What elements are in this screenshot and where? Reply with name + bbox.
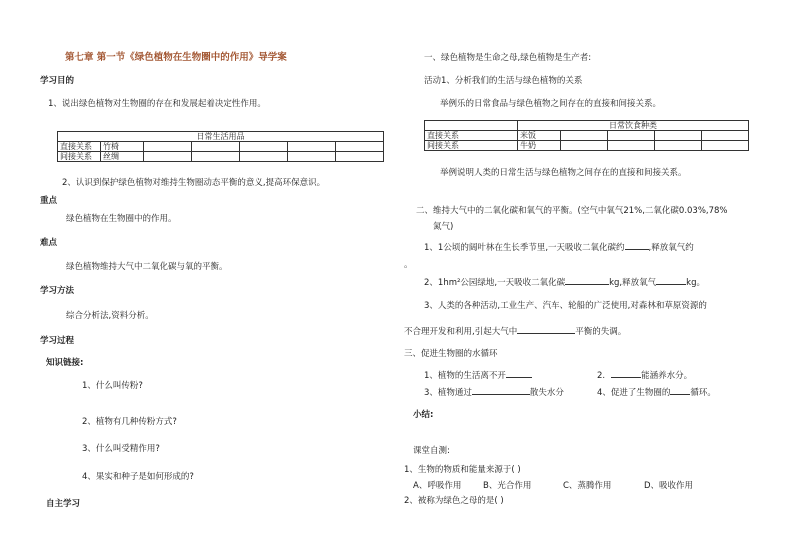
table-cell [561,141,608,151]
table-cell [702,131,749,141]
s2q1-text-a: 1、1公顷的阔叶林在生长季节里,一天吸收二氧化碳约 [424,243,625,253]
method-heading: 学习方法 [40,286,75,296]
table-cell [655,131,702,141]
table-cell [702,141,749,151]
table-cell [425,121,518,131]
key-heading: 重点 [40,196,58,206]
blank-co2-absorbed[interactable] [625,241,649,250]
table-cell [288,152,336,162]
table-cell [144,142,192,152]
s2-question-3: 3、人类的各种活动,工业生产、汽车、轮船的广泛使用,对森林和草原资源的 [424,301,707,311]
blank-cycle[interactable] [670,386,690,395]
s2q2-text-b: kg,释放氧气 [609,278,657,288]
s3q4-text-b: 循环。 [690,388,716,398]
question-1: 1、什么叫传粉? [82,381,143,391]
question-4: 4、果实和种子是如何形成的? [82,472,194,482]
s3q2-text-b: 能涵养水分。 [641,371,693,381]
table-cell [336,152,384,162]
cell-direct-item: 竹椅 [101,142,144,152]
difficulty-heading: 难点 [40,238,58,248]
test-question-2: 2、被称为绿色之母的是( ) [404,496,504,506]
test-option-a: A、呼吸作用 [413,481,462,491]
goal-1: 1、说出绿色植物对生物圈的存在和发展起着决定性作用。 [48,99,266,109]
example-2: 举例说明人类的日常生活与绿色植物之间存在的直接和间接关系。 [440,168,687,178]
cell-direct-food: 米饭 [518,131,561,141]
table-cell [240,152,288,162]
summary-label: 小结: [413,410,434,420]
test-option-d: D、吸收作用 [644,481,694,491]
table-cell [192,152,240,162]
table-cell [655,141,702,151]
blank-water[interactable] [506,369,532,378]
blank-balance[interactable] [517,325,575,334]
self-study-heading: 自主学习 [46,499,81,509]
s3-question-3 [424,386,564,398]
example-1: 举例乐的日常食品与绿色植物之间存在的直接和间接关系。 [440,99,662,109]
row-label-indirect: 间接关系 [58,152,101,162]
blank-co2-kg[interactable] [565,276,609,285]
goals-heading: 学习目的 [40,76,75,86]
table-cell [192,142,240,152]
activity-1: 活动1、分析我们的生活与绿色植物的关系 [424,76,583,86]
section-2-title: 二、维持大气中的二氧化碳和氧气的平衡。(空气中氧气21%,二氧化碳0.03%,78% [416,206,728,216]
s2q2-text-a: 2、1hm²公园绿地,一天吸收二氧化碳 [424,278,566,288]
s2-question-1 [424,241,694,253]
blank-conserve[interactable] [611,369,641,378]
table-header: 日常生活用品 [58,132,384,142]
question-3: 3、什么叫受精作用? [82,444,160,454]
table-cell [240,142,288,152]
document-title: 第七章 第一节《绿色植物在生物圈中的作用》导学案 [65,52,287,63]
self-test-heading: 课堂自测: [413,446,450,456]
process-heading: 学习过程 [40,336,75,346]
method-text: 综合分析法,资料分析。 [66,311,154,321]
difficulty-text: 绿色植物维持大气中二氧化碳与氧的平衡。 [66,262,228,272]
s2q3-text-b: 平衡的失调。 [575,327,627,337]
s2q3-text-a: 不合理开发和利用,引起大气中 [404,327,518,337]
s3-question-4 [597,386,716,398]
row-label-indirect: 间接关系 [425,141,518,151]
s2q1-end: 。 [404,260,413,270]
row-label-direct: 直接关系 [58,142,101,152]
blank-transpiration[interactable] [472,386,530,395]
table-cell [144,152,192,162]
cell-indirect-food: 牛奶 [518,141,561,151]
section-2-title-cont: 氮气) [433,222,454,232]
s2-question-3-cont [404,325,626,337]
question-2: 2、植物有几种传粉方式? [82,417,177,427]
s3q4-text-a: 4、促进了生物圈的 [597,388,671,398]
s3q2-text-a: 2. [597,371,606,381]
blank-o2-kg[interactable] [656,276,686,285]
s2q1-text-b: ,释放氧气约 [648,243,694,253]
table-cell [336,142,384,152]
cell-indirect-item: 丝绸 [101,152,144,162]
goal-2: 2、认识到保护绿色植物对维持生物圈动态平衡的意义,提高环保意识。 [62,178,326,188]
key-text: 绿色植物在生物圈中的作用。 [66,214,177,224]
knowledge-link-heading: 知识链接: [46,358,84,368]
section-1-title: 一、绿色植物是生命之母,绿色植物是生产者: [424,53,592,63]
test-question-1: 1、生物的物质和能量来源于( ) [404,465,521,475]
daily-items-table [57,131,384,162]
table-header: 日常饮食种类 [518,121,749,131]
table-cell [288,142,336,152]
s3-question-1 [424,369,532,381]
table-cell [561,131,608,141]
test-option-b: B、光合作用 [483,481,532,491]
daily-food-table [424,120,749,151]
section-3-title: 三、促进生物圈的水循环 [404,349,498,359]
s2-question-2 [424,276,705,288]
s3q3-text-a: 3、植物通过 [424,388,472,398]
test-option-c: C、蒸腾作用 [563,481,612,491]
s3-question-2 [597,369,692,381]
s2q2-text-c: kg。 [686,278,705,288]
s3q1-text: 1、植物的生活离不开 [424,371,506,381]
table-cell [608,141,655,151]
table-cell [608,131,655,141]
row-label-direct: 直接关系 [425,131,518,141]
s3q3-text-b: 散失水分 [529,388,564,398]
